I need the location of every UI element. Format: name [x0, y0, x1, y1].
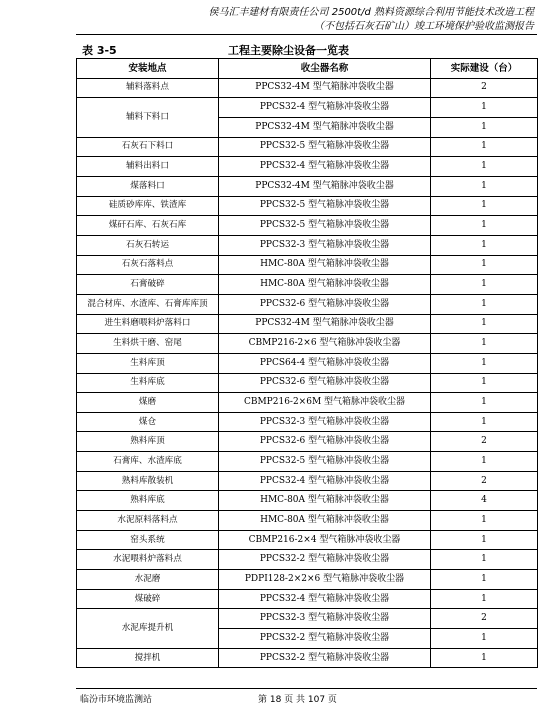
- device-cell: PPCS64-4 型气箱脉冲袋收尘器: [219, 353, 431, 373]
- table-row: [77, 412, 538, 432]
- device-cell: PPCS32-4 型气箱脉冲袋收尘器: [219, 589, 431, 609]
- device-cell: PPCS32-4M 型气箱脉冲袋收尘器: [219, 314, 431, 334]
- location-cell: 熟料库底: [77, 491, 219, 511]
- device-cell: HMC-80A 型气箱脉冲袋收尘器: [219, 511, 431, 531]
- table-row: [77, 471, 538, 491]
- footer-rule: [76, 688, 537, 689]
- device-cell: PPCS32-2 型气箱脉冲袋收尘器: [219, 648, 431, 668]
- header-quantity: 实际建设（台）: [431, 59, 538, 79]
- quantity-cell: 1: [431, 570, 538, 590]
- quantity-cell: 1: [431, 452, 538, 472]
- location-cell: 煤落料口: [77, 176, 219, 196]
- quantity-cell: 1: [431, 294, 538, 314]
- table-row: [77, 393, 538, 413]
- table-title: 工程主要除尘设备一览表: [228, 44, 349, 57]
- device-cell: PPCS32-4M 型气箱脉冲袋收尘器: [219, 176, 431, 196]
- location-cell: 水泥库提升机: [77, 609, 219, 648]
- device-cell: PPCS32-6 型气箱脉冲袋收尘器: [219, 373, 431, 393]
- device-cell: PPCS32-3 型气箱脉冲袋收尘器: [219, 412, 431, 432]
- location-cell: 煤破碎: [77, 589, 219, 609]
- location-cell: 生料库顶: [77, 353, 219, 373]
- device-cell: PPCS32-6 型气箱脉冲袋收尘器: [219, 294, 431, 314]
- quantity-cell: 1: [431, 629, 538, 649]
- table-row: [77, 176, 538, 196]
- location-cell: 煤仓: [77, 412, 219, 432]
- table-row: [77, 353, 538, 373]
- table-row: [77, 334, 538, 354]
- location-cell: 生料库底: [77, 373, 219, 393]
- header-rule: [76, 34, 537, 35]
- device-cell: PPCS32-2 型气箱脉冲袋收尘器: [219, 550, 431, 570]
- location-cell: 煤矸石库、石灰石库: [77, 216, 219, 236]
- device-cell: PPCS32-2 型气箱脉冲袋收尘器: [219, 629, 431, 649]
- location-cell: 石膏库、水渣库底: [77, 452, 219, 472]
- footer-page-number: 第 18 页 共 107 页: [258, 695, 337, 705]
- table-row: [77, 511, 538, 531]
- quantity-cell: 4: [431, 491, 538, 511]
- table-row: [77, 570, 538, 590]
- quantity-cell: 2: [431, 78, 538, 98]
- quantity-cell: 1: [431, 393, 538, 413]
- quantity-cell: 1: [431, 373, 538, 393]
- page-header: [80, 6, 534, 34]
- location-cell: 煤磨: [77, 393, 219, 413]
- device-cell: PPCS32-4M 型气箱脉冲袋收尘器: [219, 78, 431, 98]
- location-cell: 熟料库顶: [77, 432, 219, 452]
- location-cell: 石灰石落料点: [77, 255, 219, 275]
- device-cell: HMC-80A 型气箱脉冲袋收尘器: [219, 491, 431, 511]
- quantity-cell: 1: [431, 137, 538, 157]
- device-cell: PPCS32-5 型气箱脉冲袋收尘器: [219, 137, 431, 157]
- quantity-cell: 1: [431, 314, 538, 334]
- header-line-2: （不包括石灰石矿山）竣工环境保护验收监测报告: [314, 21, 534, 32]
- location-cell: 辅料落料点: [77, 78, 219, 98]
- table-row: [77, 78, 538, 98]
- device-cell: PPCS32-3 型气箱脉冲袋收尘器: [219, 235, 431, 255]
- location-cell: 搅拌机: [77, 648, 219, 668]
- quantity-cell: 1: [431, 255, 538, 275]
- quantity-cell: 1: [431, 157, 538, 177]
- location-cell: 水泥喂料炉落料点: [77, 550, 219, 570]
- table-row: [77, 255, 538, 275]
- quantity-cell: 1: [431, 589, 538, 609]
- table-header-row: [77, 59, 538, 79]
- quantity-cell: 1: [431, 176, 538, 196]
- location-cell: 混合材库、水渣库、石膏库库顶: [77, 294, 219, 314]
- device-cell: PPCS32-4M 型气箱脉冲袋收尘器: [219, 117, 431, 137]
- device-cell: PPCS32-4 型气箱脉冲袋收尘器: [219, 157, 431, 177]
- table-row: [77, 294, 538, 314]
- device-cell: PPCS32-4 型气箱脉冲袋收尘器: [219, 471, 431, 491]
- device-cell: PPCS32-5 型气箱脉冲袋收尘器: [219, 452, 431, 472]
- table-row: [77, 530, 538, 550]
- location-cell: 生料烘干磨、窑尾: [77, 334, 219, 354]
- table-row: [77, 550, 538, 570]
- device-cell: CBMP216-2×4 型气箱脉冲袋收尘器: [219, 530, 431, 550]
- quantity-cell: 1: [431, 216, 538, 236]
- table-row: [77, 609, 538, 629]
- device-cell: HMC-80A 型气箱脉冲袋收尘器: [219, 275, 431, 295]
- header-device: 收尘器名称: [219, 59, 431, 79]
- table-row: [77, 589, 538, 609]
- device-cell: PPCS32-6 型气箱脉冲袋收尘器: [219, 432, 431, 452]
- table-row: [77, 235, 538, 255]
- location-cell: 石膏破碎: [77, 275, 219, 295]
- quantity-cell: 1: [431, 530, 538, 550]
- table-row: [77, 98, 538, 118]
- quantity-cell: 2: [431, 609, 538, 629]
- quantity-cell: 2: [431, 471, 538, 491]
- dust-collector-table: [76, 58, 538, 668]
- footer-organization: 临汾市环境监测站: [80, 695, 153, 705]
- table-row: [77, 373, 538, 393]
- quantity-cell: 1: [431, 648, 538, 668]
- table-row: [77, 216, 538, 236]
- quantity-cell: 2: [431, 432, 538, 452]
- table-row: [77, 648, 538, 668]
- location-cell: 水泥磨: [77, 570, 219, 590]
- table-row: [77, 314, 538, 334]
- table-row: [77, 196, 538, 216]
- table-number: 表 3-5: [82, 44, 117, 57]
- table-row: [77, 491, 538, 511]
- quantity-cell: 1: [431, 196, 538, 216]
- device-cell: PPCS32-4 型气箱脉冲袋收尘器: [219, 98, 431, 118]
- quantity-cell: 1: [431, 412, 538, 432]
- device-cell: CBMP216-2×6M 型气箱脉冲袋收尘器: [219, 393, 431, 413]
- location-cell: 熟料库散装机: [77, 471, 219, 491]
- location-cell: 石灰石转运: [77, 235, 219, 255]
- quantity-cell: 1: [431, 117, 538, 137]
- quantity-cell: 1: [431, 98, 538, 118]
- device-cell: PPCS32-5 型气箱脉冲袋收尘器: [219, 216, 431, 236]
- quantity-cell: 1: [431, 334, 538, 354]
- location-cell: 辅料下料口: [77, 98, 219, 137]
- header-location: 安装地点: [77, 59, 219, 79]
- location-cell: 水泥原料落料点: [77, 511, 219, 531]
- location-cell: 窑头系统: [77, 530, 219, 550]
- location-cell: 石灰石下料口: [77, 137, 219, 157]
- device-cell: CBMP216-2×6 型气箱脉冲袋收尘器: [219, 334, 431, 354]
- table-row: [77, 137, 538, 157]
- table-row: [77, 432, 538, 452]
- table-row: [77, 452, 538, 472]
- device-cell: PDPI128-2×2×6 型气箱脉冲袋收尘器: [219, 570, 431, 590]
- header-line-1: 侯马汇丰建材有限责任公司 2500t/d 熟料资源综合利用节能技术改造工程: [208, 7, 534, 18]
- location-cell: 进生料磨喂料炉落料口: [77, 314, 219, 334]
- quantity-cell: 1: [431, 511, 538, 531]
- quantity-cell: 1: [431, 550, 538, 570]
- location-cell: 硅质砂库库、铁渣库: [77, 196, 219, 216]
- quantity-cell: 1: [431, 275, 538, 295]
- device-cell: PPCS32-5 型气箱脉冲袋收尘器: [219, 196, 431, 216]
- quantity-cell: 1: [431, 353, 538, 373]
- table-row: [77, 157, 538, 177]
- device-cell: PPCS32-3 型气箱脉冲袋收尘器: [219, 609, 431, 629]
- quantity-cell: 1: [431, 235, 538, 255]
- device-cell: HMC-80A 型气箱脉冲袋收尘器: [219, 255, 431, 275]
- table-row: [77, 275, 538, 295]
- location-cell: 辅料出料口: [77, 157, 219, 177]
